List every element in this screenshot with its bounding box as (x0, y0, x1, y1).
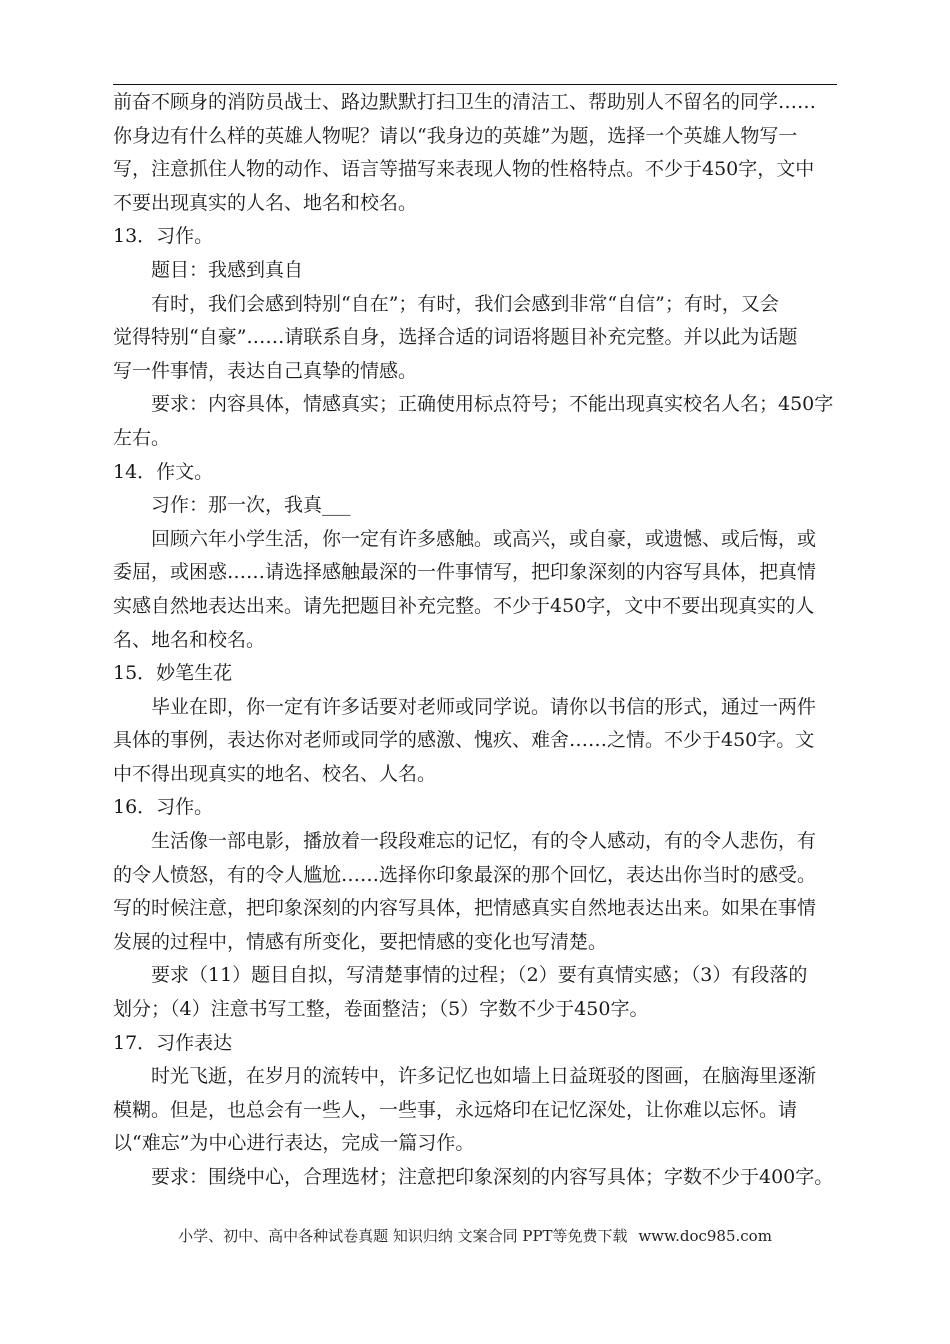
text-line: 以“难忘”为中心进行表达，完成一篇习作。 (113, 1132, 475, 1155)
text-line: 觉得特别“自豪”……请联系自身，选择合适的词语将题目补充完整。并以此为话题 (113, 326, 798, 349)
text-line: 名、地名和校名。 (113, 628, 266, 651)
text-line: 13．习作。 (113, 225, 214, 248)
text-line: 回顾六年小学生活，你一定有许多感触。或高兴，或自豪，或遗憾、或后悔，或 (151, 527, 817, 550)
text-line: 习作：那一次，我真___ (151, 494, 351, 517)
text-line: 委屈，或困惑……请选择感触最深的一件事情写，把印象深刻的内容写具体，把真情 (113, 561, 817, 584)
text-line: 你身边有什么样的英雄人物呢？请以“我身边的英雄”为题，选择一个英雄人物写一 (113, 124, 798, 147)
header-rule (113, 84, 837, 85)
document-body (113, 86, 837, 1195)
page-footer (0, 1224, 950, 1248)
text-line: 17．习作表达 (113, 1031, 233, 1054)
text-line: 前奋不顾身的消防员战士、路边默默打扫卫生的清洁工、帮助别人不留名的同学…… (113, 91, 817, 113)
text-line: 发展的过程中，情感有所变化，要把情感的变化也写清楚。 (113, 930, 608, 953)
text-line: 写，注意抓住人物的动作、语言等描写来表现人物的性格特点。不少于450字，文中 (113, 158, 815, 181)
text-line: 时光飞逝，在岁月的流转中，许多记忆也如墙上日益斑驳的图画，在脑海里逐渐 (151, 1065, 817, 1088)
text-line: 实感自然地表达出来。请先把题目补充完整。不少于450字，文中不要出现真实的人 (113, 594, 815, 617)
text-line: 划分；（4）注意书写工整，卷面整洁；（5）字数不少于450字。 (113, 998, 649, 1021)
text-line: 具体的事例，表达你对老师或同学的感激、愧疚、难舍……之情。不少于450字。文 (113, 729, 815, 752)
footer-text: 小学、初中、高中各种试卷真题 知识归纳 文案合同 PPT等免费下载 (178, 1227, 628, 1245)
text-line: 要求：内容具体，情感真实；正确使用标点符号；不能出现真实校名人名；450字 (151, 393, 834, 416)
footer-url[interactable]: www.doc985.com (638, 1227, 772, 1245)
text-line: 15．妙笔生花 (113, 662, 233, 685)
text-line: 的令人愤怒，有的令人尴尬……选择你印象最深的那个回忆，表达出你当时的感受。 (113, 863, 817, 886)
text-line: 毕业在即，你一定有许多话要对老师或同学说。请你以书信的形式，通过一两件 (151, 695, 817, 718)
text-line: 有时，我们会感到特别“自在”；有时，我们会感到非常“自信”；有时，又会 (151, 292, 779, 315)
text-line: 16．习作。 (113, 796, 214, 819)
text-line: 中不得出现真实的地名、校名、人名。 (113, 762, 437, 785)
text-line: 不要出现真实的人名、地名和校名。 (113, 191, 418, 214)
text-line: 写一件事情，表达自己真挚的情感。 (113, 359, 418, 382)
text-line: 写的时候注意，把印象深刻的内容写具体，把情感真实自然地表达出来。如果在事情 (113, 897, 817, 920)
text-line: 要求（11）题目自拟，写清楚事情的过程；（2）要有真情实感；（3）有段落的 (151, 964, 808, 987)
text-line: 14．作文。 (113, 460, 214, 483)
text-line: 题目：我感到真自 (151, 258, 304, 281)
text-line: 左右。 (113, 426, 171, 449)
text-line: 要求：围绕中心，合理选材；注意把印象深刻的内容写具体；字数不少于400字。 (151, 1166, 834, 1188)
text-line: 模糊。但是，也总会有一些人，一些事，永远烙印在记忆深处，让你难以忘怀。请 (113, 1098, 798, 1121)
text-line: 生活像一部电影，播放着一段段难忘的记忆，有的令人感动，有的令人悲伤，有 (151, 830, 817, 853)
